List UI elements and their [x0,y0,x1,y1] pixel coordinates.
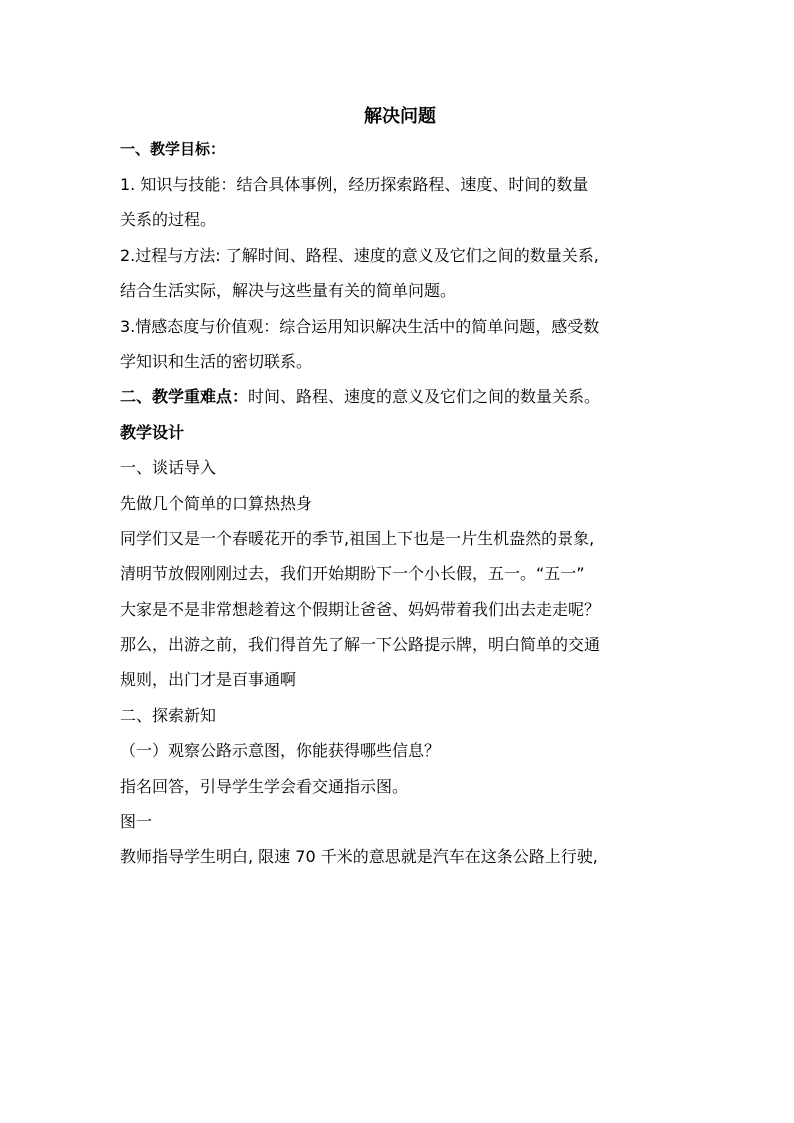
line-text: 3.情感态度与价值观：综合运用知识解决生活中的简单问题，感受数 [120,316,600,336]
paragraph-line [120,167,680,202]
paragraph-line [120,309,680,344]
line-text: 指名回答，引导学生学会看交通指示图。 [120,776,409,796]
line-text: 规则，出门才是百事通啊 [120,670,297,690]
line-text: 图一 [120,812,153,832]
line-text: 时间、路程、速度的意义及它们之间的数量关系。 [248,387,601,407]
paragraph-line [120,344,680,379]
bold-label: 教学设计 [120,422,185,442]
paragraph-line [120,486,680,521]
document-title: 解决问题 [364,106,436,127]
line-text: 结合生活实际，解决与这些量有关的简单问题。 [120,281,457,301]
paragraph-line [120,839,680,874]
line-text: 学知识和生活的密切联系。 [120,351,313,371]
line-text: 二、探索新知 [120,705,217,725]
paragraph-line [120,556,680,591]
line-text: 先做几个简单的口算热热身 [120,493,313,513]
document-page [120,100,680,875]
line-text: 那么，出游之前，我们得首先了解一下公路提示牌，明白简单的交通 [120,635,601,655]
section-heading-objectives: 一、教学目标： [120,140,226,158]
line-text: 教师指导学生明白, 限速 70 千米的意思就是汽车在这条公路上行驶, [120,847,598,867]
line-text: 1. 知识与技能：结合具体事例，经历探索路程、速度、时间的数量 [120,175,589,194]
paragraph-line [120,698,680,733]
line-text: 大家是不是非常想趁着这个假期让爸爸、妈妈带着我们出去走走呢？ [120,599,601,619]
paragraph-line [120,379,680,414]
paragraph-line [120,238,680,273]
line-text: 2.过程与方法: 了解时间、路程、速度的意义及它们之间的数量关系, [120,245,599,265]
document-body [120,167,680,875]
paragraph-line [120,521,680,556]
paragraph-line [120,202,680,237]
paragraph-line [120,662,680,697]
line-text: 清明节放假刚刚过去，我们开始期盼下一个小长假，五一。“五一” [120,564,585,584]
bold-label: 二、教学重难点： [120,387,249,407]
paragraph-line [120,415,680,450]
paragraph-line [120,627,680,662]
paragraph-line [120,733,680,768]
line-text: 同学们又是一个春暖花开的季节,祖国上下也是一片生机盎然的景象, [120,528,595,548]
paragraph-line [120,273,680,308]
paragraph-line [120,804,680,839]
paragraph-line [120,450,680,485]
paragraph-line [120,769,680,804]
paragraph-line [120,592,680,627]
line-text: 一、谈话导入 [120,458,217,478]
line-text: （一）观察公路示意图，你能获得哪些信息？ [120,741,441,761]
line-text: 关系的过程。 [120,210,217,230]
